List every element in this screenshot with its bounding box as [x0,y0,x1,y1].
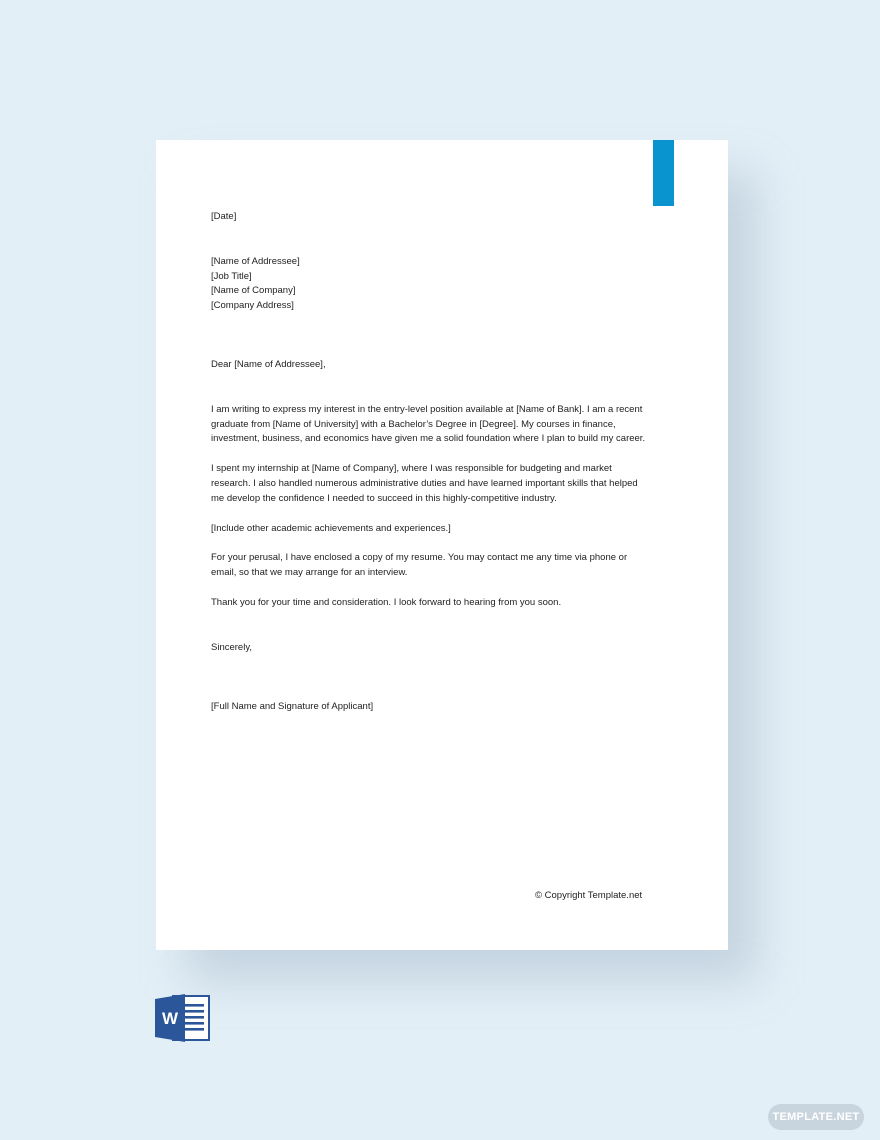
body-paragraph-5: Thank you for your time and consideration. I look forward to hearing from you soon. [211,596,562,608]
address-line-company-address: [Company Address] [211,300,294,312]
closing: Sincerely, [211,641,253,653]
word-icon-letter: W [161,1009,179,1028]
body-paragraph-2: I spent my internship at [Name of Company], where I was responsible for budgeting and market research. I also handled numerous administrative duties and have learned important skills that helped me develop the confidence I needed to succeed in this highly-competitive industry. [211,463,638,504]
body-paragraph-1: I am writing to express my interest in the entry-level position available at [Name of Bank]. I am a recent graduate from [Name of University] with a Bachelor’s Degree in [Degree]. My courses in finance, investment, business, and economics have given me a solid foundation where I plan to build my career. [211,403,646,445]
salutation: Dear [Name of Addressee], [211,358,326,370]
word-icon-graphic [155,992,211,1044]
letter-date: [Date] [211,211,237,222]
document-page [156,140,728,950]
body-paragraph-3: [Include other academic achievements and experiences.] [211,522,451,534]
copyright-notice: © Copyright Template.net [535,890,643,901]
recipient-address [211,255,651,314]
letter-body [211,210,651,714]
address-line-company: [Name of Company] [211,285,296,297]
address-line-name: [Name of Addressee] [211,255,300,267]
address-line-job-title: [Job Title] [211,270,252,282]
body-paragraph-4: For your perusal, I have enclosed a copy of my resume. You may contact me any time via phone or email, so that we may arrange for an interview. [211,552,628,579]
accent-bar [653,140,674,206]
microsoft-word-icon [155,992,211,1044]
template-net-watermark: TEMPLATE.NET [768,1104,864,1130]
signature-placeholder: [Full Name and Signature of Applicant] [211,700,374,712]
